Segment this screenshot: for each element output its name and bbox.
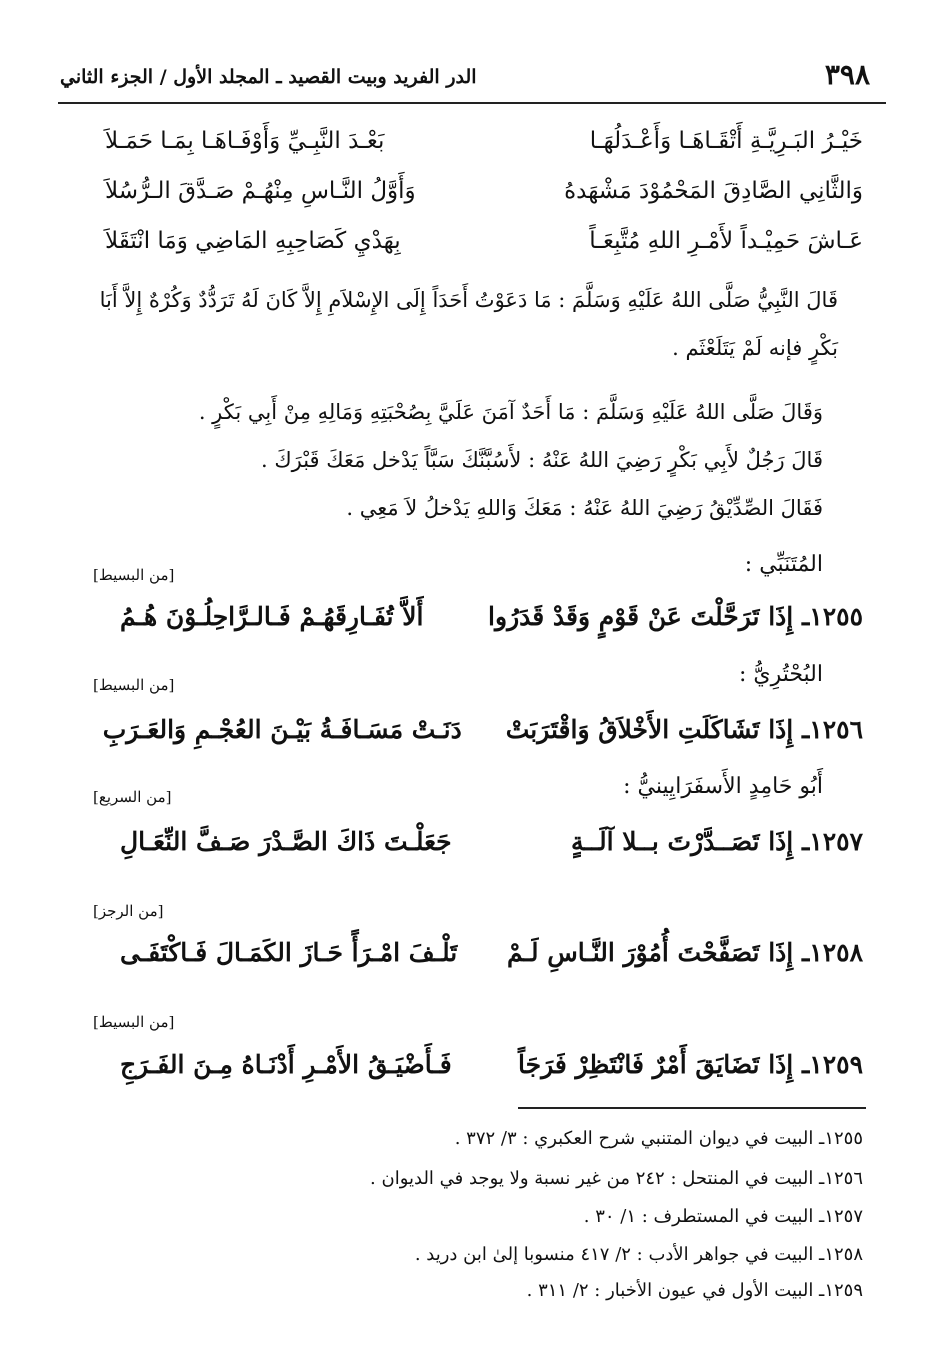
footnote: ١٢٥٥ـ البيت في ديوان المتنبي شرح العكبري : ٣/ ٣٧٢ . [454, 1128, 863, 1149]
verse-second-hemistich: تَلْـفَ امْـرَأً حَـازَ الكَمَـالَ فَـاكْتَفَـى [120, 938, 458, 967]
verse-line [105, 228, 863, 268]
verse-number: ١٢٥٧ـ [801, 827, 863, 856]
poet-name: المُتَنَبِّي : [744, 552, 823, 577]
verse-line [105, 128, 863, 168]
verse-second-hemistich: بَعْـدَ النَّبِـيِّ وَأَوْفَـاهَـا بِمَـا حَمَـلاَ [105, 128, 385, 154]
meter-label: [من البسيط] [93, 566, 175, 584]
verse-line [105, 178, 863, 218]
verse-number: ١٢٥٥ـ [801, 602, 863, 631]
verse-second-hemistich: فَـأَضْيَـقُ الأَمْـرِ أَدْنَـاهُ مِـنَ الفَـرَجِ [120, 1050, 452, 1079]
meter-label: [من السريع] [93, 788, 172, 806]
running-title: الدر الفريد وبيت القصيد ـ المجلد الأول / الجزء الثاني [60, 66, 477, 88]
footnote: ١٢٥٦ـ البيت في المنتحل : ٢٤٢ من غير نسبة ولا يوجد في الديوان . [370, 1168, 863, 1189]
numbered-verse [120, 827, 863, 871]
page-header [60, 48, 878, 100]
verse-first-hemistich: خَيْـرُ البَـرِيَّـةِ أَتْقَـاهَـا وَأَعْـدَلُهَـا [589, 128, 863, 154]
header-divider [58, 102, 886, 104]
verse-second-hemistich: جَعَلْـتَ ذَاكَ الصَّـدْرَ صَـفَّ النِّعَـالِ [120, 827, 452, 856]
numbered-verse [120, 602, 863, 646]
verse-first-hemistich: ١٢٥٩ـ إِذَا تَضَايَقَ أَمْرٌ فَانْتَظِرْ فَرَجَاً [518, 1050, 863, 1079]
verse-second-hemistich: دَنَـتْ مَسَـافَـةُ بَيْـنَ العُجْـمِ وَالعَـرَبِ [102, 715, 462, 744]
page-number: ٣٩٨ [824, 58, 870, 91]
numbered-verse [102, 715, 863, 759]
meter-label: [من البسيط] [93, 1013, 175, 1031]
prose-paragraph: فَقَالَ الصِّدِّيْقُ رَضِيَ اللهُ عَنْهُ : مَعَكَ وَاللهِ يَدْخلُ لاَ مَعِي . [346, 496, 823, 520]
prose-paragraph: قَالَ النَّبِيُّ صَلَّى اللهُ عَلَيْهِ وَسَلَّمَ : مَا دَعَوْتُ أَحَدَاً إِلَى الإِسْلاَمِ إِلاَّ كَانَ لَهُ تَرَدُّدٌ وَكُرْهٌ إِلاَّ أَبَا بَكْرٍ فإنه لَمْ يَتَلَعْثَم . [99, 288, 838, 360]
prose-paragraph: وَقَالَ صَلَّى اللهُ عَلَيْهِ وَسَلَّمَ : مَا أَحَدٌ آمَنَ عَلَيَّ بِصُحْبَتِهِ وَمَالِهِ مِنْ أَبِي بَكْرٍ . [198, 400, 823, 424]
verse-second-hemistich: بِهَدْيِ كَصَاحِبِهِ المَاضِي وَمَا انْتَقَلاَ [105, 228, 401, 254]
poet-name: أَبُو حَامِدٍ الأَسفَرَايِينيُّ : [623, 774, 823, 799]
footnote: ١٢٥٩ـ البيت الأول في عيون الأخبار : ٢/ ٣١١ . [526, 1280, 863, 1301]
verse-first-hemistich: وَالثَّانِي الصَّادِقَ المَحْمُوْدَ مَشْهَدهُ [564, 178, 863, 204]
numbered-verse [120, 938, 863, 982]
numbered-verse [120, 1050, 863, 1094]
footnote: ١٢٥٧ـ البيت في المستطرف : ١/ ٣٠ . [583, 1206, 863, 1227]
footnote: ١٢٥٨ـ البيت في جواهر الأدب : ٢/ ٤١٧ منسوبا إلىٰ ابن دريد . [414, 1244, 863, 1265]
verse-number: ١٢٥٩ـ [801, 1050, 863, 1079]
meter-label: [من البسيط] [93, 676, 175, 694]
verse-first-hemistich: ١٢٥٧ـ إِذَا تَصَــدَّرْتَ بــلا آلَــةٍ [570, 827, 863, 856]
verse-first-hemistich: ١٢٥٥ـ إِذَا تَرَحَّلْتَ عَنْ قَوْمٍ وَقَدْ قَدَرُوا [488, 602, 863, 631]
verse-second-hemistich: أَلاَّ تُفَـارِقَهُـمْ فَـالـرَّاحِلُـوْنَ هُـمُ [120, 602, 424, 631]
verse-first-hemistich: عَـاشَ حَمِيْـداً لأَمْـرِ اللهِ مُتَّبِعَـاً [589, 228, 863, 254]
prose-paragraph: قَالَ رَجُلٌ لأَبِي بَكْرٍ رَضِيَ اللهُ عَنْهُ : لأَسُبَّنَّكَ سَبَّاً يَدْخل مَعَكَ قَبْرَكَ . [260, 448, 823, 472]
verse-first-hemistich: ١٢٥٨ـ إِذَا تَصَفَّحْتَ أُمُوْرَ النَّـاسِ لَـمْ [506, 938, 863, 967]
poet-name: البُحْتُرِيُّ : [738, 662, 823, 687]
meter-label: [من الرجز] [93, 902, 164, 920]
verse-number: ١٢٥٦ـ [801, 715, 863, 744]
footnote-divider [518, 1107, 866, 1109]
verse-first-hemistich: ١٢٥٦ـ إِذَا تَشَاكَلَتِ الأَخْلاَقُ وَاقْتَرَبَتْ [505, 715, 863, 744]
verse-second-hemistich: وَأَوَّلُ النَّـاسِ مِنْهُـمْ صَـدَّقَ الـرُّسُلاَ [105, 178, 416, 204]
verse-number: ١٢٥٨ـ [801, 938, 863, 967]
